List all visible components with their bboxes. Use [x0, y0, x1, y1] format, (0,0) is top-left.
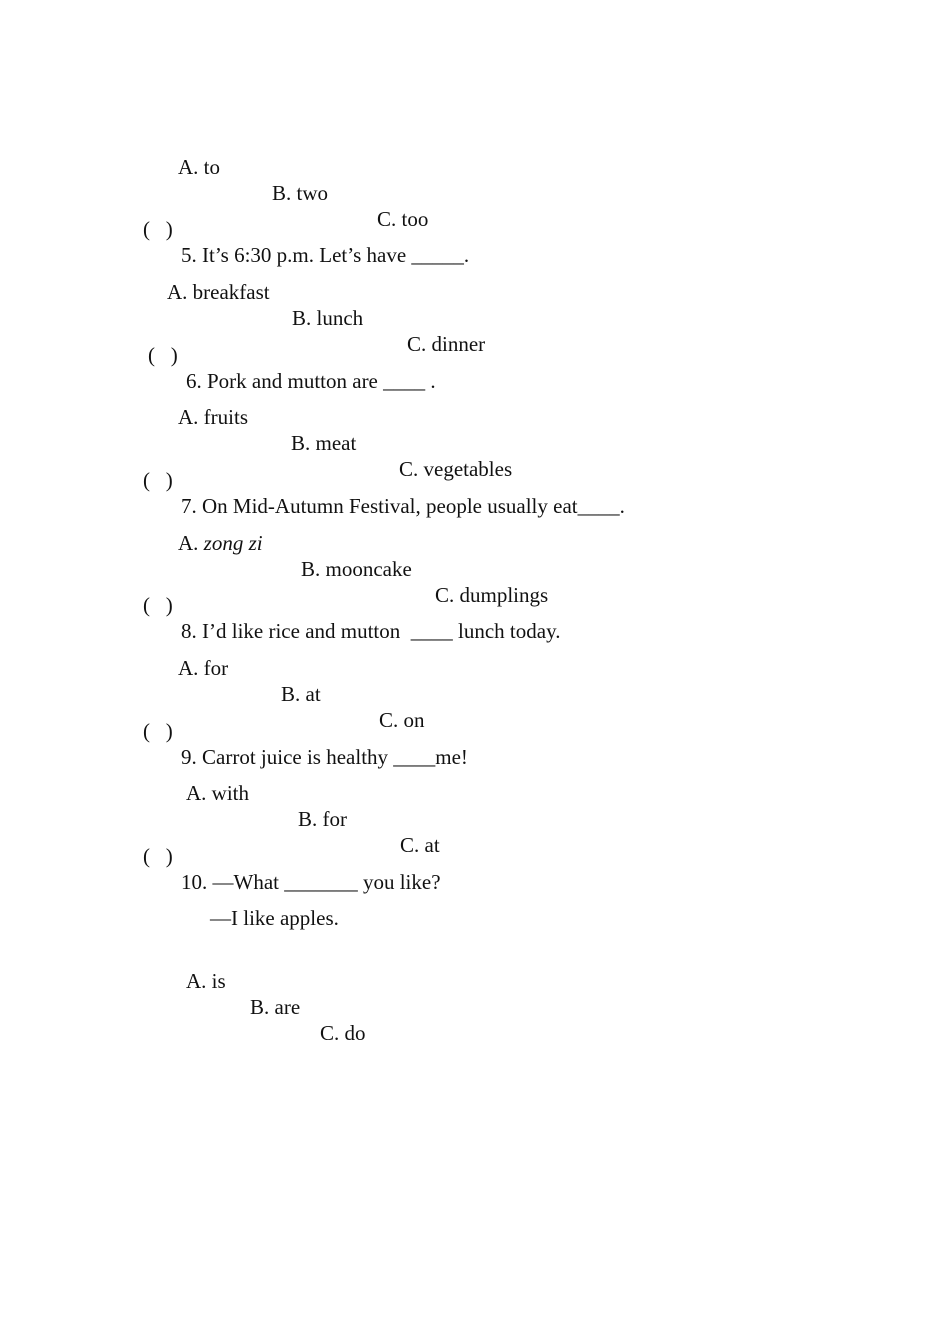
- q6-stem: 6. Pork and mutton are ____ .: [186, 369, 436, 393]
- q6-answer-paren: ( ): [148, 343, 178, 367]
- q7-stem: 7. On Mid-Autumn Festival, people usually eat____.: [181, 494, 625, 518]
- q10-option-c: C. do: [320, 1021, 366, 1045]
- q4-option-b: B. two: [272, 181, 329, 205]
- q7-answer-paren: ( ): [143, 468, 173, 492]
- q10-answer-line: —I like apples.: [210, 906, 339, 930]
- q5-option-b: B. lunch: [292, 306, 364, 330]
- q10-option-b: B. are: [250, 995, 301, 1019]
- q9-option-c: C. at: [400, 833, 440, 857]
- q8-option-c: C. on: [379, 708, 425, 732]
- q10-answer-paren: ( ): [143, 844, 173, 868]
- q6-option-a: A. fruits: [178, 405, 248, 429]
- q9-stem: 9. Carrot juice is healthy ____me!: [181, 745, 468, 769]
- q10-option-a: A. is: [186, 969, 226, 993]
- q10-stem: 10. —What _______ you like?: [181, 870, 441, 894]
- q9-answer-paren: ( ): [143, 719, 173, 743]
- q5-answer-paren: ( ): [143, 217, 173, 241]
- q9-option-b: B. for: [298, 807, 347, 831]
- q7-option-a-word: zong zi: [203, 531, 263, 555]
- q5-stem: 5. It’s 6:30 p.m. Let’s have _____.: [181, 243, 470, 267]
- q9-option-a: A. with: [186, 781, 249, 805]
- q8-option-a: A. for: [178, 656, 229, 680]
- q5-option-a: A. breakfast: [167, 280, 270, 304]
- q8-stem: 8. I’d like rice and mutton ____ lunch today.: [181, 619, 561, 643]
- q8-option-b: B. at: [281, 682, 321, 706]
- q10-options: [0, 942, 366, 1072]
- q7-option-b: B. mooncake: [301, 557, 412, 581]
- q7-option-a: [178, 530, 263, 556]
- q4-option-c: C. too: [377, 207, 429, 231]
- q4-option-a: A. to: [178, 155, 220, 179]
- q7-option-a-prefix: A.: [178, 531, 199, 555]
- q5-option-c: C. dinner: [407, 332, 486, 356]
- q6-option-c: C. vegetables: [399, 457, 513, 481]
- q8-answer-paren: ( ): [143, 593, 173, 617]
- q6-option-b: B. meat: [291, 431, 357, 455]
- q7-option-c: C. dumplings: [435, 583, 549, 607]
